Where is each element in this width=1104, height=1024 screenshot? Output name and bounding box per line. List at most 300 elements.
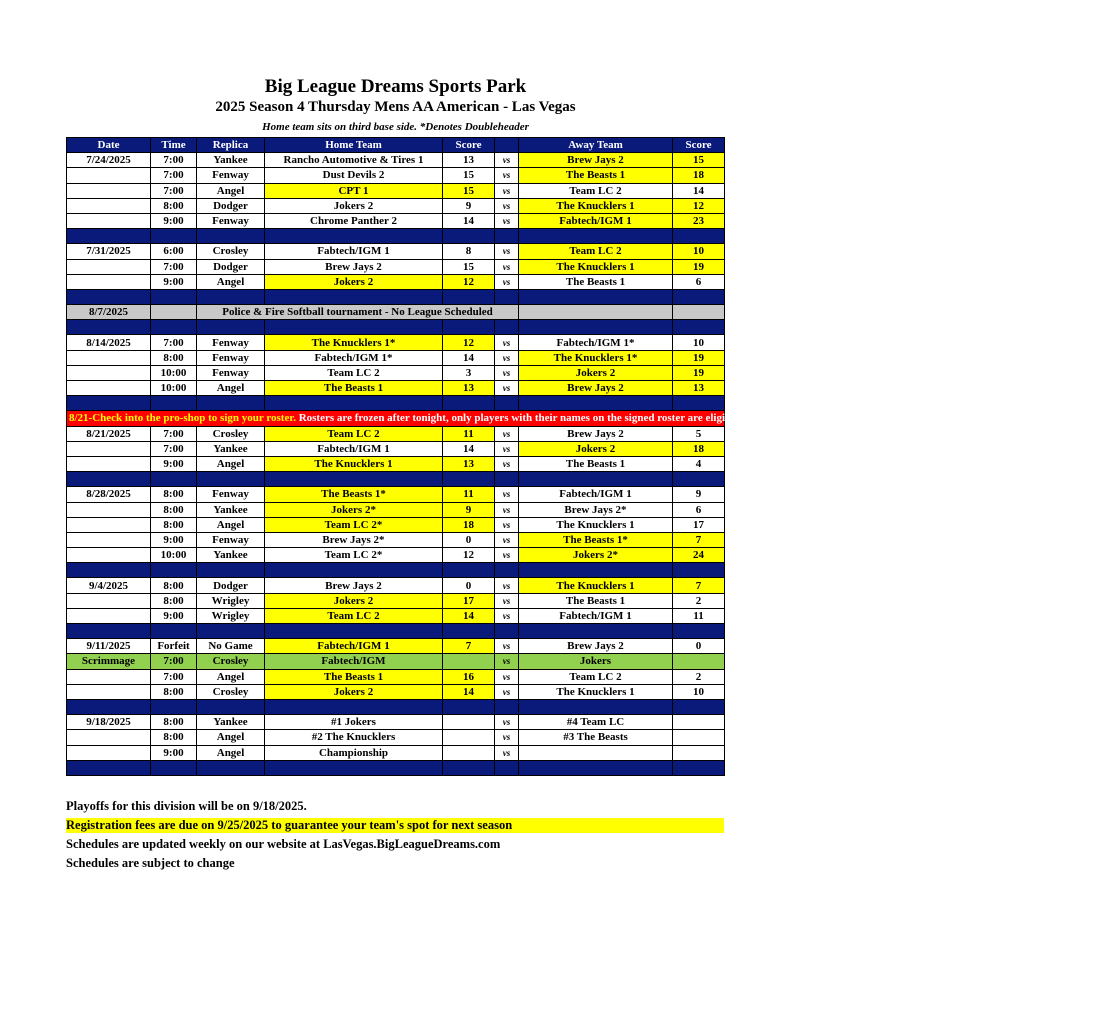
- time-cell: 8:00: [151, 715, 197, 730]
- vs-cell: vs: [495, 259, 519, 274]
- roster-notice-lead: 8/21-Check into the pro-shop to sign your roster.: [69, 412, 296, 425]
- date-cell: [67, 365, 151, 380]
- away-score-cell: 19: [673, 350, 725, 365]
- away-team-cell: Brew Jays 2: [519, 639, 673, 654]
- separator-cell: [151, 396, 197, 411]
- schedule-body: [67, 153, 1104, 776]
- vs-cell: vs: [495, 153, 519, 168]
- away-score-cell: 18: [673, 441, 725, 456]
- separator-cell: [151, 699, 197, 714]
- date-cell: Scrimmage: [67, 654, 151, 669]
- separator-cell: [495, 289, 519, 304]
- separator-cell: [151, 229, 197, 244]
- separator-cell: [673, 563, 725, 578]
- away-team-cell: #3 The Beasts: [519, 730, 673, 745]
- scrimmage-row: [67, 654, 725, 669]
- roster-notice-text: Rosters are frozen after tonight, only players with their names on the signed roster are eligible for playoffs. Please check carefully as changes will not be made for omissions.: [295, 412, 1104, 425]
- away-team-cell: The Beasts 1: [519, 168, 673, 183]
- footer-playoffs: Playoffs for this division will be on 9/18/2025.: [66, 799, 307, 813]
- home-team-cell: Fabtech/IGM 1: [265, 441, 443, 456]
- home-score-cell: 13: [443, 381, 495, 396]
- time-cell: 10:00: [151, 548, 197, 563]
- vs-cell: vs: [495, 548, 519, 563]
- replica-cell: Fenway: [197, 365, 265, 380]
- home-score-cell: 14: [443, 350, 495, 365]
- home-score-cell: 8: [443, 244, 495, 259]
- game-row: [67, 517, 725, 532]
- separator-cell: [519, 229, 673, 244]
- separator-cell: [519, 699, 673, 714]
- home-score-cell: 7: [443, 639, 495, 654]
- home-team-cell: Jokers 2*: [265, 502, 443, 517]
- replica-cell: Dodger: [197, 198, 265, 213]
- header-away-team: Away Team: [519, 138, 673, 153]
- game-row: [67, 487, 725, 502]
- game-row: [67, 593, 725, 608]
- away-score-cell: 19: [673, 259, 725, 274]
- vs-cell: vs: [495, 381, 519, 396]
- away-score-cell: 0: [673, 639, 725, 654]
- time-cell: 9:00: [151, 532, 197, 547]
- replica-cell: Angel: [197, 456, 265, 471]
- game-row: [67, 456, 725, 471]
- page-subtitle: 2025 Season 4 Thursday Mens AA American - Las Vegas: [215, 99, 576, 115]
- separator-cell: [443, 563, 495, 578]
- replica-cell: Crosley: [197, 684, 265, 699]
- header-replica: Replica: [197, 138, 265, 153]
- header-away-score: Score: [673, 138, 725, 153]
- time-cell: 9:00: [151, 274, 197, 289]
- date-cell: [67, 381, 151, 396]
- vs-cell: vs: [495, 715, 519, 730]
- separator-cell: [673, 396, 725, 411]
- vs-cell: vs: [495, 654, 519, 669]
- away-team-cell: Jokers: [519, 654, 673, 669]
- vs-cell: vs: [495, 502, 519, 517]
- away-team-cell: The Knucklers 1*: [519, 350, 673, 365]
- home-team-cell: CPT 1: [265, 183, 443, 198]
- separator-cell: [67, 760, 151, 775]
- home-score-cell: 15: [443, 183, 495, 198]
- away-score-cell: [673, 745, 725, 760]
- home-team-cell: #1 Jokers: [265, 715, 443, 730]
- replica-cell: Yankee: [197, 441, 265, 456]
- replica-cell: Fenway: [197, 335, 265, 350]
- replica-cell: No Game: [197, 639, 265, 654]
- replica-cell: Yankee: [197, 548, 265, 563]
- separator-cell: [265, 699, 443, 714]
- time-cell: 7:00: [151, 183, 197, 198]
- page-title: Big League Dreams Sports Park: [264, 76, 527, 97]
- date-cell: [67, 441, 151, 456]
- game-row: [67, 183, 725, 198]
- separator-cell: [197, 396, 265, 411]
- date-cell: [67, 608, 151, 623]
- time-cell: 8:00: [151, 517, 197, 532]
- separator-cell: [265, 396, 443, 411]
- home-score-cell: 11: [443, 487, 495, 502]
- vs-cell: vs: [495, 350, 519, 365]
- replica-cell: Angel: [197, 745, 265, 760]
- away-score-cell: 10: [673, 244, 725, 259]
- time-cell: 8:00: [151, 198, 197, 213]
- separator-cell: [495, 563, 519, 578]
- away-team-cell: Fabtech/IGM 1: [519, 213, 673, 228]
- separator-row: [67, 229, 725, 244]
- replica-cell: Yankee: [197, 502, 265, 517]
- game-row: [67, 730, 725, 745]
- home-team-cell: Brew Jays 2*: [265, 532, 443, 547]
- time-cell: 8:00: [151, 593, 197, 608]
- game-row: [67, 502, 725, 517]
- away-score-cell: [673, 654, 725, 669]
- vs-cell: vs: [495, 684, 519, 699]
- separator-cell: [673, 624, 725, 639]
- replica-cell: Angel: [197, 183, 265, 198]
- vs-cell: vs: [495, 441, 519, 456]
- home-team-cell: Chrome Panther 2: [265, 213, 443, 228]
- separator-cell: [495, 320, 519, 335]
- home-score-cell: 0: [443, 578, 495, 593]
- replica-cell: Dodger: [197, 259, 265, 274]
- home-team-cell: Brew Jays 2: [265, 578, 443, 593]
- away-team-cell: Brew Jays 2*: [519, 502, 673, 517]
- date-cell: [67, 517, 151, 532]
- home-team-cell: The Beasts 1*: [265, 487, 443, 502]
- roster-notice-row: [67, 411, 725, 426]
- date-cell: [67, 168, 151, 183]
- date-cell: 7/24/2025: [67, 153, 151, 168]
- home-score-cell: 9: [443, 502, 495, 517]
- game-row: [67, 608, 725, 623]
- vs-cell: vs: [495, 745, 519, 760]
- separator-cell: [197, 624, 265, 639]
- home-team-cell: Fabtech/IGM 1: [265, 244, 443, 259]
- separator-cell: [519, 396, 673, 411]
- replica-cell: Dodger: [197, 578, 265, 593]
- away-score-cell: 10: [673, 335, 725, 350]
- date-cell: [67, 593, 151, 608]
- game-row: [67, 532, 725, 547]
- home-score-cell: 17: [443, 593, 495, 608]
- away-score-cell: 5: [673, 426, 725, 441]
- separator-cell: [495, 760, 519, 775]
- separator-cell: [519, 320, 673, 335]
- game-row: [67, 426, 725, 441]
- replica-cell: Angel: [197, 274, 265, 289]
- away-score-cell: [673, 730, 725, 745]
- separator-row: [67, 699, 725, 714]
- separator-cell: [443, 699, 495, 714]
- home-score-cell: [443, 654, 495, 669]
- home-team-cell: Dust Devils 2: [265, 168, 443, 183]
- date-cell: 9/4/2025: [67, 578, 151, 593]
- separator-cell: [495, 472, 519, 487]
- vs-cell: vs: [495, 578, 519, 593]
- no-games-message: Police & Fire Softball tournament - No League Scheduled: [197, 305, 519, 320]
- home-score-cell: 0: [443, 532, 495, 547]
- away-score-cell: 23: [673, 213, 725, 228]
- home-team-cell: Fabtech/IGM 1: [265, 639, 443, 654]
- home-score-cell: 13: [443, 456, 495, 471]
- date-cell: [67, 684, 151, 699]
- away-score-cell: [673, 305, 725, 320]
- date-cell: [67, 274, 151, 289]
- game-row: [67, 259, 725, 274]
- date-cell: [67, 669, 151, 684]
- game-row: [67, 639, 725, 654]
- game-row: [67, 669, 725, 684]
- away-score-cell: 17: [673, 517, 725, 532]
- header-home-score: Score: [443, 138, 495, 153]
- game-row: [67, 168, 725, 183]
- game-row: [67, 578, 725, 593]
- away-team-cell: The Beasts 1: [519, 593, 673, 608]
- separator-cell: [495, 396, 519, 411]
- home-score-cell: [443, 715, 495, 730]
- home-score-cell: 14: [443, 608, 495, 623]
- separator-cell: [265, 472, 443, 487]
- game-row: [67, 350, 725, 365]
- home-score-cell: 14: [443, 684, 495, 699]
- schedule-table: [66, 137, 1104, 776]
- time-cell: 8:00: [151, 350, 197, 365]
- date-cell: 7/31/2025: [67, 244, 151, 259]
- vs-cell: vs: [495, 532, 519, 547]
- separator-cell: [151, 760, 197, 775]
- no-games-row: [67, 305, 725, 320]
- away-team-cell: The Knucklers 1: [519, 684, 673, 699]
- time-cell: 10:00: [151, 365, 197, 380]
- away-team-cell: [519, 305, 673, 320]
- game-row: [67, 274, 725, 289]
- separator-cell: [67, 563, 151, 578]
- date-cell: [67, 259, 151, 274]
- home-score-cell: 13: [443, 153, 495, 168]
- home-team-cell: The Beasts 1: [265, 381, 443, 396]
- away-score-cell: 2: [673, 669, 725, 684]
- date-cell: [67, 456, 151, 471]
- away-team-cell: Brew Jays 2: [519, 381, 673, 396]
- vs-cell: vs: [495, 365, 519, 380]
- replica-cell: Crosley: [197, 654, 265, 669]
- replica-cell: Fenway: [197, 350, 265, 365]
- game-row: [67, 745, 725, 760]
- away-score-cell: 10: [673, 684, 725, 699]
- time-cell: 7:00: [151, 153, 197, 168]
- away-team-cell: Jokers 2: [519, 441, 673, 456]
- separator-cell: [265, 289, 443, 304]
- time-cell: 7:00: [151, 168, 197, 183]
- home-score-cell: 12: [443, 274, 495, 289]
- separator-cell: [151, 289, 197, 304]
- separator-cell: [673, 320, 725, 335]
- home-score-cell: 12: [443, 548, 495, 563]
- date-cell: [67, 532, 151, 547]
- away-team-cell: Team LC 2: [519, 183, 673, 198]
- date-cell: 8/7/2025: [67, 305, 151, 320]
- home-score-cell: [443, 730, 495, 745]
- separator-cell: [265, 320, 443, 335]
- separator-cell: [495, 624, 519, 639]
- time-cell: 9:00: [151, 213, 197, 228]
- home-team-cell: Jokers 2: [265, 593, 443, 608]
- home-score-cell: [443, 745, 495, 760]
- separator-cell: [519, 472, 673, 487]
- separator-cell: [151, 563, 197, 578]
- home-team-cell: Fabtech/IGM: [265, 654, 443, 669]
- date-cell: [67, 183, 151, 198]
- away-score-cell: 9: [673, 487, 725, 502]
- header-home-team: Home Team: [265, 138, 443, 153]
- time-cell: 8:00: [151, 502, 197, 517]
- game-row: [67, 548, 725, 563]
- separator-cell: [197, 699, 265, 714]
- separator-cell: [67, 472, 151, 487]
- time-cell: 8:00: [151, 730, 197, 745]
- home-score-cell: 11: [443, 426, 495, 441]
- home-score-cell: 15: [443, 168, 495, 183]
- footer-website: Schedules are updated weekly on our website at LasVegas.BigLeagueDreams.com: [66, 837, 501, 851]
- away-team-cell: The Beasts 1: [519, 274, 673, 289]
- away-team-cell: Jokers 2: [519, 365, 673, 380]
- separator-cell: [67, 396, 151, 411]
- header-vs: [495, 138, 519, 153]
- separator-cell: [151, 472, 197, 487]
- separator-cell: [151, 320, 197, 335]
- separator-row: [67, 396, 725, 411]
- date-cell: 9/18/2025: [67, 715, 151, 730]
- away-team-cell: Team LC 2: [519, 244, 673, 259]
- replica-cell: Wrigley: [197, 608, 265, 623]
- home-team-cell: The Beasts 1: [265, 669, 443, 684]
- away-team-cell: The Knucklers 1: [519, 578, 673, 593]
- home-team-cell: Team LC 2*: [265, 517, 443, 532]
- separator-cell: [443, 624, 495, 639]
- time-cell: 6:00: [151, 244, 197, 259]
- vs-cell: vs: [495, 517, 519, 532]
- time-cell: 10:00: [151, 381, 197, 396]
- date-cell: 9/11/2025: [67, 639, 151, 654]
- home-score-cell: 14: [443, 213, 495, 228]
- time-cell: 8:00: [151, 684, 197, 699]
- away-team-cell: Brew Jays 2: [519, 153, 673, 168]
- replica-cell: Fenway: [197, 213, 265, 228]
- away-score-cell: 18: [673, 168, 725, 183]
- away-score-cell: 11: [673, 608, 725, 623]
- home-team-cell: Brew Jays 2: [265, 259, 443, 274]
- home-team-cell: #2 The Knucklers: [265, 730, 443, 745]
- time-cell: 7:00: [151, 259, 197, 274]
- separator-cell: [519, 624, 673, 639]
- vs-cell: vs: [495, 335, 519, 350]
- vs-cell: vs: [495, 213, 519, 228]
- vs-cell: vs: [495, 487, 519, 502]
- vs-cell: vs: [495, 639, 519, 654]
- away-team-cell: Fabtech/IGM 1: [519, 487, 673, 502]
- away-team-cell: Brew Jays 2: [519, 426, 673, 441]
- separator-cell: [197, 760, 265, 775]
- separator-cell: [519, 289, 673, 304]
- separator-cell: [673, 472, 725, 487]
- home-team-cell: The Knucklers 1: [265, 456, 443, 471]
- vs-cell: vs: [495, 426, 519, 441]
- separator-cell: [443, 760, 495, 775]
- table-header-row: [67, 138, 725, 153]
- home-score-cell: 9: [443, 198, 495, 213]
- time-cell: 8:00: [151, 578, 197, 593]
- date-cell: [67, 548, 151, 563]
- separator-cell: [443, 396, 495, 411]
- separator-cell: [197, 320, 265, 335]
- away-score-cell: 15: [673, 153, 725, 168]
- vs-cell: vs: [495, 456, 519, 471]
- separator-cell: [673, 229, 725, 244]
- home-team-cell: The Knucklers 1*: [265, 335, 443, 350]
- separator-cell: [443, 320, 495, 335]
- away-score-cell: [673, 715, 725, 730]
- vs-cell: vs: [495, 593, 519, 608]
- date-cell: [67, 198, 151, 213]
- game-row: [67, 244, 725, 259]
- time-cell: 9:00: [151, 608, 197, 623]
- vs-cell: vs: [495, 183, 519, 198]
- roster-notice: [67, 411, 1104, 426]
- separator-row: [67, 320, 725, 335]
- home-score-cell: 16: [443, 669, 495, 684]
- separator-cell: [265, 624, 443, 639]
- footer-registration: Registration fees are due on 9/25/2025 to guarantee your team's spot for next season: [66, 818, 724, 833]
- away-team-cell: #4 Team LC: [519, 715, 673, 730]
- replica-cell: Fenway: [197, 487, 265, 502]
- home-team-cell: Team LC 2: [265, 426, 443, 441]
- time-cell: 7:00: [151, 669, 197, 684]
- separator-cell: [495, 229, 519, 244]
- replica-cell: Angel: [197, 381, 265, 396]
- away-score-cell: 13: [673, 381, 725, 396]
- time-cell: Forfeit: [151, 639, 197, 654]
- date-cell: [67, 745, 151, 760]
- game-row: [67, 213, 725, 228]
- separator-row: [67, 472, 725, 487]
- replica-cell: Crosley: [197, 426, 265, 441]
- schedule-note: Home team sits on third base side. *Denotes Doubleheader: [262, 121, 529, 133]
- footer-disclaimer: Schedules are subject to change: [66, 856, 235, 870]
- separator-cell: [197, 289, 265, 304]
- home-team-cell: Team LC 2*: [265, 548, 443, 563]
- vs-cell: vs: [495, 244, 519, 259]
- time-cell: [151, 305, 197, 320]
- replica-cell: Yankee: [197, 715, 265, 730]
- separator-row: [67, 760, 725, 775]
- away-team-cell: Jokers 2*: [519, 548, 673, 563]
- away-score-cell: 2: [673, 593, 725, 608]
- separator-cell: [67, 699, 151, 714]
- header-time: Time: [151, 138, 197, 153]
- away-team-cell: Team LC 2: [519, 669, 673, 684]
- time-cell: 7:00: [151, 441, 197, 456]
- separator-cell: [673, 760, 725, 775]
- home-team-cell: Jokers 2: [265, 274, 443, 289]
- separator-cell: [197, 472, 265, 487]
- date-cell: 8/21/2025: [67, 426, 151, 441]
- game-row: [67, 153, 725, 168]
- date-cell: [67, 502, 151, 517]
- away-score-cell: 6: [673, 502, 725, 517]
- separator-cell: [197, 563, 265, 578]
- separator-cell: [67, 229, 151, 244]
- separator-cell: [443, 472, 495, 487]
